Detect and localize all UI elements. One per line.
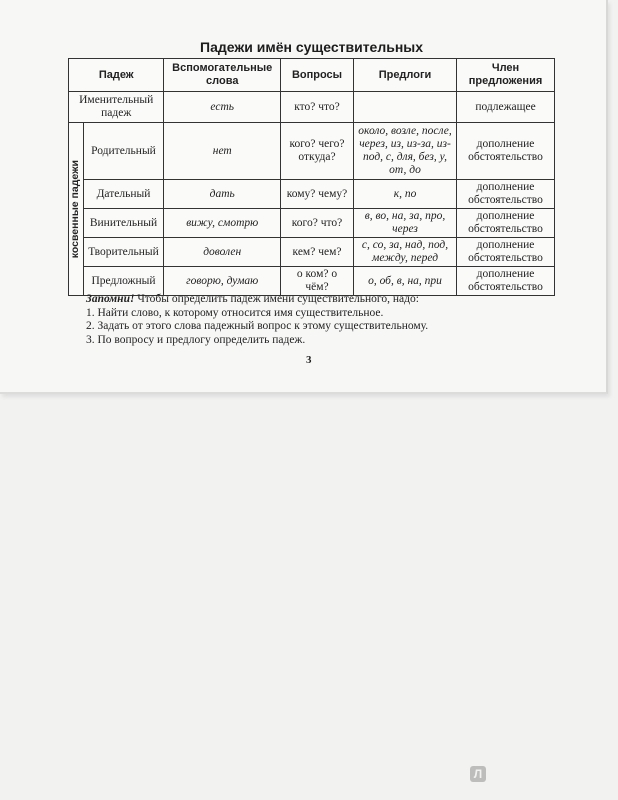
remember-label: Запомни! xyxy=(86,293,135,305)
note-step: 3. По вопросу и предлогу определить падеж. xyxy=(86,333,306,346)
helper-word: дать xyxy=(164,180,281,209)
note-intro: Чтобы определить падеж имени существительного, надо: xyxy=(134,293,419,305)
case-questions: кого? что? xyxy=(281,209,354,238)
rule-note xyxy=(86,293,556,347)
table-row xyxy=(69,238,555,267)
case-name: Именительный падеж xyxy=(69,92,164,123)
case-questions: кем? чем? xyxy=(281,238,354,267)
page-number: 3 xyxy=(306,354,312,366)
case-name: Винительный xyxy=(83,209,164,238)
header-helper: Вспомогательные слова xyxy=(164,59,281,92)
sentence-role: дополнение обстоятельство xyxy=(457,238,555,267)
table-header-row xyxy=(69,59,555,92)
helper-word: вижу, смотрю xyxy=(164,209,281,238)
cases-table xyxy=(68,58,555,296)
note-intro-line xyxy=(86,293,556,307)
oblique-cases-label: косвенные падежи xyxy=(69,159,81,259)
table-row xyxy=(69,209,555,238)
case-prepositions xyxy=(353,92,456,123)
header-role: Член предложения xyxy=(457,59,555,92)
case-prepositions: к, по xyxy=(353,180,456,209)
case-questions: кому? чему? xyxy=(281,180,354,209)
note-step: 2. Задать от этого слова падежный вопрос к этому существительному. xyxy=(86,320,429,332)
sentence-role: дополнение обстоятельство xyxy=(457,180,555,209)
header-case: Падеж xyxy=(69,59,164,92)
table-row xyxy=(69,123,555,180)
helper-word: говорю, думаю xyxy=(164,267,281,296)
helper-word: доволен xyxy=(164,238,281,267)
case-name: Родительный xyxy=(83,123,164,180)
sentence-role: дополнение обстоятельство xyxy=(457,267,555,296)
oblique-cases-label-cell xyxy=(69,123,84,296)
case-name: Творительный xyxy=(83,238,164,267)
case-prepositions: в, во, на, за, про, через xyxy=(353,209,456,238)
sentence-role: дополнение обстоятельство xyxy=(457,209,555,238)
sentence-role: подлежащее xyxy=(457,92,555,123)
table-row xyxy=(69,267,555,296)
case-prepositions: с, со, за, над, под, между, перед xyxy=(353,238,456,267)
book-page xyxy=(0,0,608,394)
case-questions: кто? что? xyxy=(281,92,354,123)
table-row xyxy=(69,180,555,209)
header-questions: Вопросы xyxy=(281,59,354,92)
helper-word: есть xyxy=(164,92,281,123)
case-prepositions: около, возле, после, через, из, из-за, из-под, с, для, без, у, от, до xyxy=(353,123,456,180)
watermark-logo-icon: Л xyxy=(470,766,486,782)
sentence-role: дополнение обстоятельство xyxy=(457,123,555,180)
helper-word: нет xyxy=(164,123,281,180)
case-name: Дательный xyxy=(83,180,164,209)
table-row xyxy=(69,92,555,123)
note-step: 1. Найти слово, к которому относится имя существительное. xyxy=(86,306,384,319)
header-prepositions: Предлоги xyxy=(353,59,456,92)
case-name: Предложный xyxy=(83,267,164,296)
case-questions: о ком? о чём? xyxy=(281,267,354,296)
case-questions: кого? чего? откуда? xyxy=(281,123,354,180)
page-title: Падежи имён существительных xyxy=(200,39,424,55)
case-prepositions: о, об, в, на, при xyxy=(353,267,456,296)
